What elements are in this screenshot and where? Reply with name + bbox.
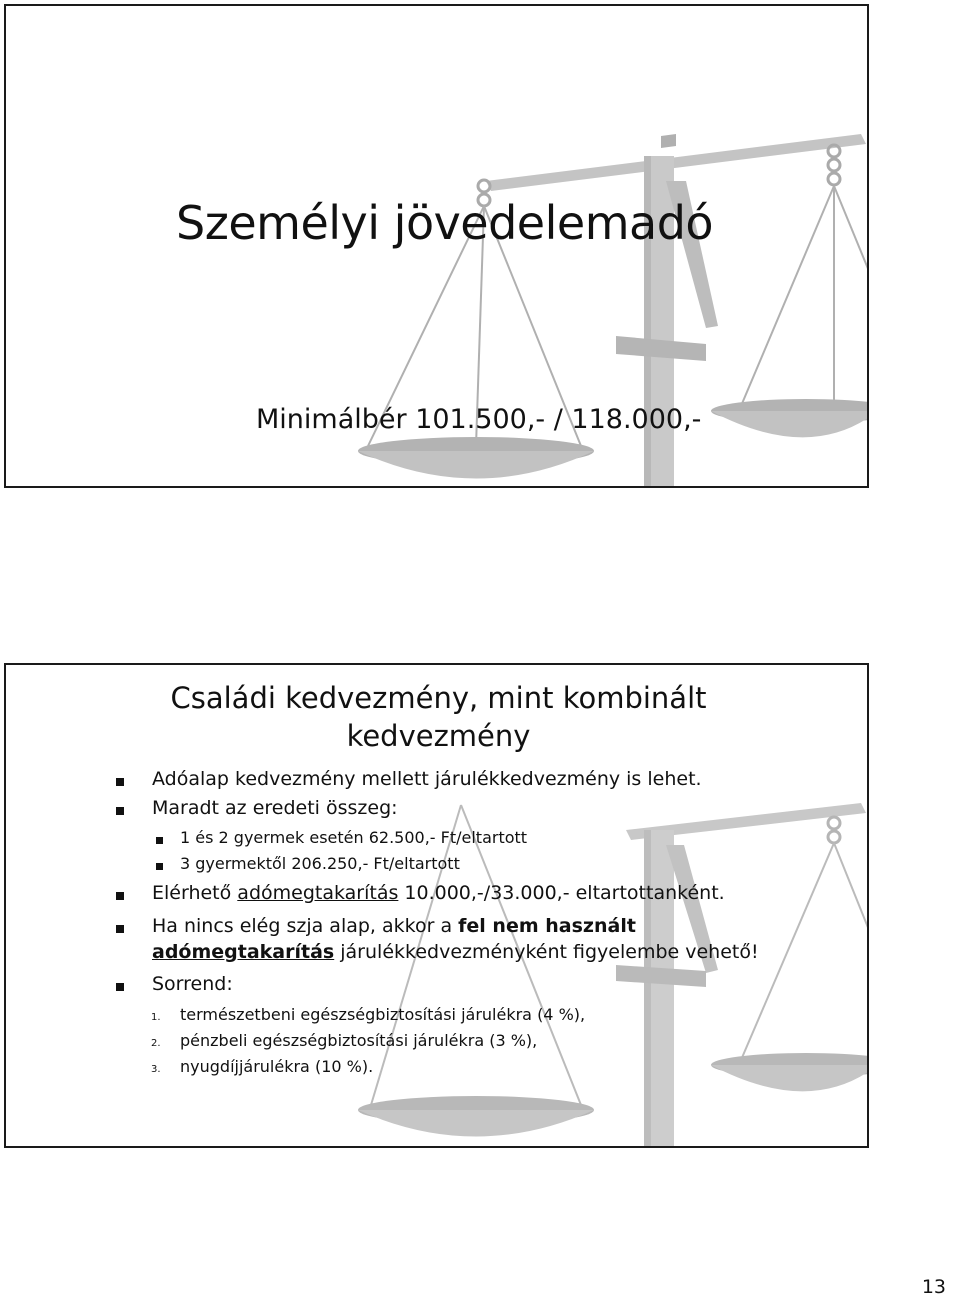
list-item-text: 10.000,-/33.000,- eltartottanként. bbox=[398, 882, 725, 904]
order-item: nyugdíjjárulékra (10 %). bbox=[180, 1057, 374, 1076]
order-number: 3. bbox=[151, 1064, 161, 1075]
sub-bullet-marker bbox=[156, 837, 163, 844]
order-item: természetbeni egészségbiztosítási járulékra (4 %), bbox=[180, 1005, 586, 1024]
list-item: Maradt az eredeti összeg: bbox=[152, 797, 398, 819]
bullet-marker bbox=[116, 892, 124, 900]
slide-2 bbox=[4, 663, 869, 1148]
bold-underlined-text: adómegtakarítás bbox=[152, 941, 335, 963]
slide-2-title-line-2: kedvezmény bbox=[346, 719, 531, 753]
order-number: 2. bbox=[151, 1038, 161, 1049]
bullet-marker bbox=[116, 925, 124, 933]
sub-list-item: 1 és 2 gyermek esetén 62.500,- Ft/eltartott bbox=[180, 828, 528, 847]
sub-list-item: 3 gyermektől 206.250,- Ft/eltartott bbox=[180, 854, 460, 873]
list-item bbox=[152, 882, 725, 904]
adomegtakaritas-link[interactable]: adómegtakarítás bbox=[237, 882, 399, 904]
list-item-text: Ha nincs elég szja alap, akkor a bbox=[152, 915, 459, 937]
list-item-continuation bbox=[152, 941, 759, 963]
list-item: Adóalap kedvezmény mellett járulékkedvezmény is lehet. bbox=[152, 768, 702, 790]
bullet-marker bbox=[116, 778, 124, 786]
slide-1-subtitle: Minimálbér 101.500,- / 118.000,- bbox=[256, 404, 702, 435]
list-item-text: Elérhető bbox=[152, 882, 238, 904]
order-number: 1. bbox=[151, 1012, 161, 1023]
slide-2-title-line-1: Családi kedvezmény, mint kombinált bbox=[170, 681, 707, 715]
page-number: 13 bbox=[921, 1276, 946, 1298]
bullet-marker bbox=[116, 983, 124, 991]
sub-bullet-marker bbox=[156, 863, 163, 870]
bullet-marker bbox=[116, 807, 124, 815]
list-item-text: járulékkedvezményként figyelembe vehető! bbox=[334, 941, 759, 963]
bold-text: fel nem használt bbox=[458, 915, 636, 937]
slide-1-title: Személyi jövedelemadó bbox=[176, 196, 714, 250]
slide-1 bbox=[4, 4, 869, 488]
list-item: Sorrend: bbox=[152, 973, 233, 995]
slide-2-title bbox=[6, 679, 869, 755]
list-item bbox=[152, 915, 636, 937]
order-item: pénzbeli egészségbiztosítási járulékra (3 %), bbox=[180, 1031, 538, 1050]
